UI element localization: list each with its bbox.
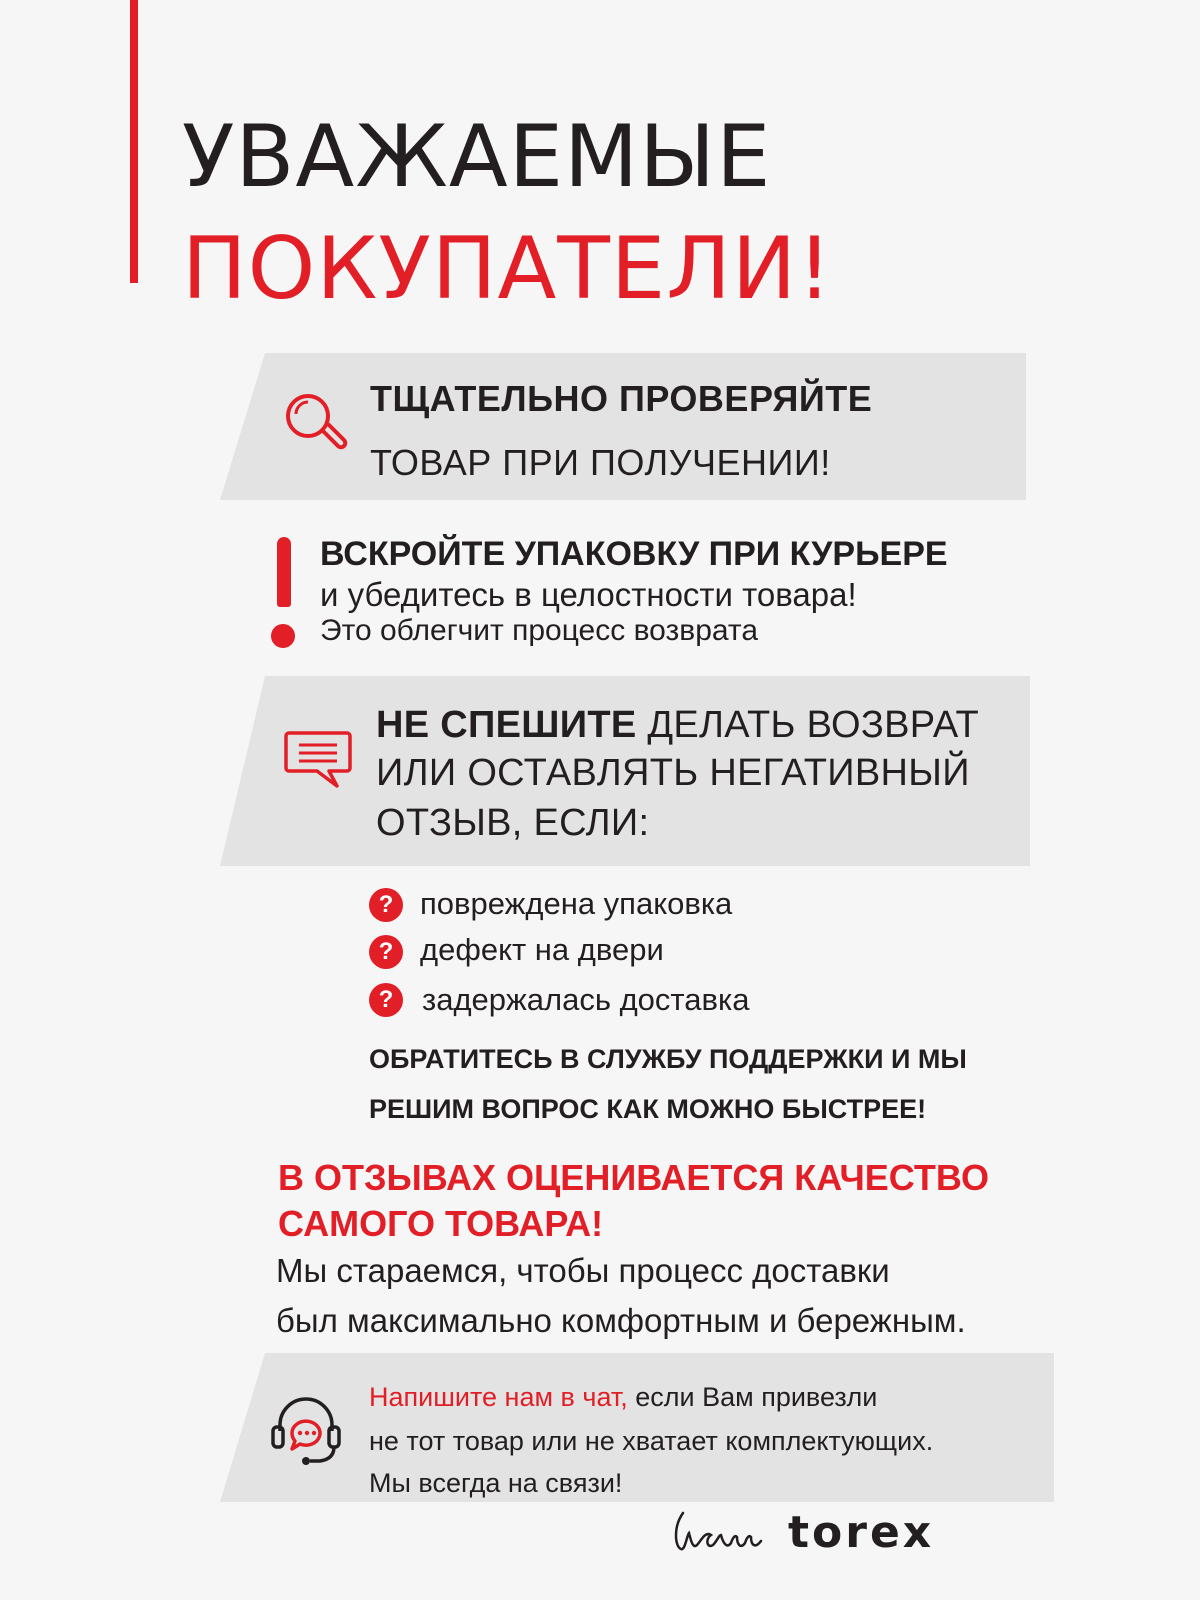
chat-line1-rest: если Вам привезли bbox=[627, 1382, 878, 1412]
question-icon: ? bbox=[369, 983, 403, 1017]
dont-rush-rest: ДЕЛАТЬ ВОЗВРАТ bbox=[636, 704, 980, 746]
support-line2: РЕШИМ ВОПРОС КАК МОЖНО БЫСТРЕЕ! bbox=[369, 1094, 927, 1124]
chat-link-text: Напишите нам в чат, bbox=[369, 1382, 628, 1412]
heading-line2: ПОКУПАТЕЛИ! bbox=[182, 219, 833, 319]
exclamation-icon bbox=[277, 537, 291, 607]
dont-rush-bold: НЕ СПЕШИТЕ bbox=[376, 704, 637, 746]
reviews-text-line1: Мы стараемся, чтобы процесс доставки bbox=[276, 1252, 890, 1289]
brand-logo: torex bbox=[788, 1507, 935, 1558]
chat-line3: Мы всегда на связи! bbox=[369, 1468, 623, 1498]
dont-rush-line3: ОТЗЫВ, ЕСЛИ: bbox=[376, 802, 650, 844]
dont-rush-line1 bbox=[376, 704, 979, 747]
headset-icon bbox=[268, 1395, 344, 1469]
open-package-note: Это облегчит процесс возврата bbox=[320, 614, 759, 647]
dont-rush-line2: ИЛИ ОСТАВЛЯТЬ НЕГАТИВНЫЙ bbox=[376, 752, 970, 794]
chat-line2: не тот товар или не хватает комплектующих. bbox=[369, 1426, 934, 1456]
question-icon: ? bbox=[369, 888, 403, 922]
list-item: задержалась доставка bbox=[422, 982, 750, 1017]
question-icon: ? bbox=[369, 935, 403, 969]
reviews-text-line2: был максимально комфортным и бережным. bbox=[276, 1302, 966, 1339]
reviews-heading-line1: В ОТЗЫВАХ ОЦЕНИВАЕТСЯ КАЧЕСТВО bbox=[278, 1157, 989, 1198]
reviews-heading-line2: САМОГО ТОВАРА! bbox=[278, 1203, 604, 1244]
heading-line1: УВАЖАЕМЫЕ bbox=[182, 107, 772, 207]
chat-line1 bbox=[369, 1382, 877, 1413]
handwritten-signature bbox=[671, 1505, 781, 1555]
list-item: дефект на двери bbox=[420, 932, 664, 967]
chat-bubble-icon bbox=[283, 730, 353, 792]
list-item: повреждена упаковка bbox=[420, 886, 733, 921]
magnifier-icon bbox=[282, 392, 352, 462]
open-package-bold-text: ВСКРОЙТЕ УПАКОВКУ ПРИ КУРЬЕРЕ bbox=[320, 535, 948, 573]
exclamation-dot-icon bbox=[271, 624, 295, 648]
check-text: ТОВАР ПРИ ПОЛУЧЕНИИ! bbox=[370, 442, 831, 483]
open-package-text: и убедитесь в целостности товара! bbox=[320, 576, 857, 613]
check-bold-text: ТЩАТЕЛЬНО ПРОВЕРЯЙТЕ bbox=[370, 378, 873, 419]
accent-line bbox=[130, 0, 138, 283]
support-line1: ОБРАТИТЕСЬ В СЛУЖБУ ПОДДЕРЖКИ И МЫ bbox=[369, 1044, 967, 1074]
